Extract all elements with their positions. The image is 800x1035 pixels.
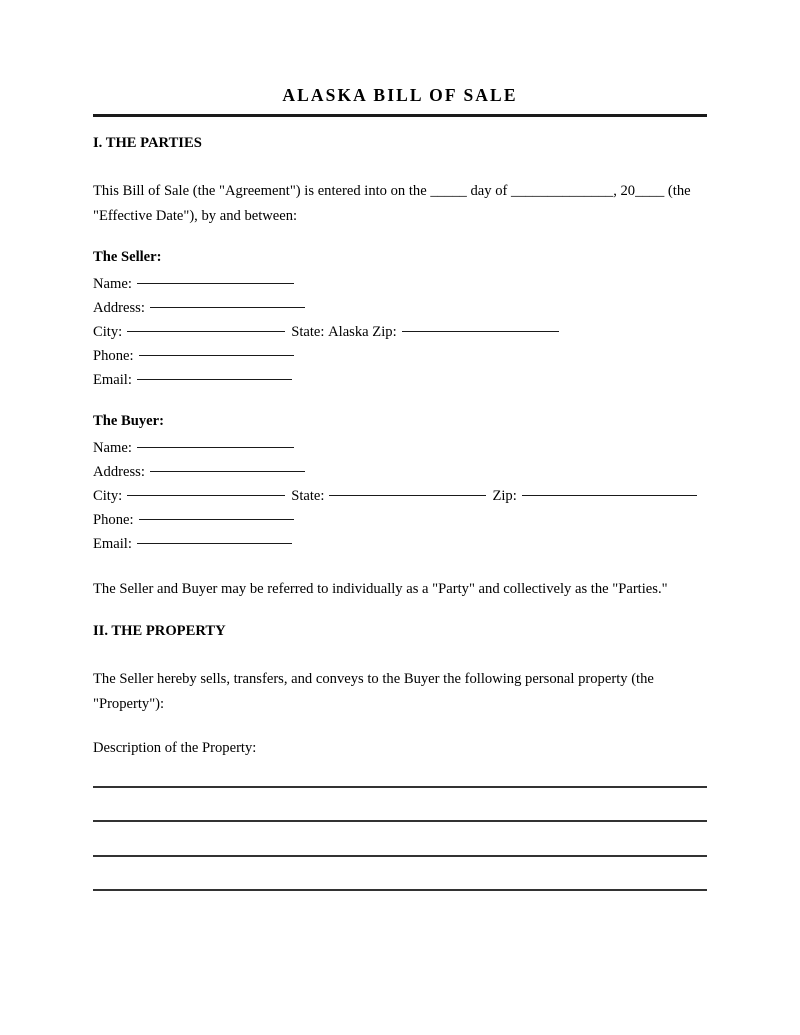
buyer-city-label: City: — [93, 488, 123, 504]
buyer-zip-input[interactable] — [522, 495, 697, 496]
property-description-line[interactable] — [93, 786, 707, 788]
seller-city-label: City: — [93, 324, 123, 340]
blank-year-field[interactable]: ____ — [635, 183, 665, 199]
buyer-zip-label: Zip: — [492, 488, 517, 504]
seller-email-label: Email: — [93, 372, 132, 388]
paragraph-parties-note: The Seller and Buyer may be referred to individually as a "Party" and collectively as the "Parties." — [93, 581, 668, 597]
seller-zip-label: Zip: — [372, 324, 397, 340]
intro-text-mid: day of — [466, 183, 512, 199]
seller-address-input[interactable] — [150, 307, 305, 308]
buyer-address-label: Address: — [93, 464, 145, 480]
seller-zip-input[interactable] — [402, 331, 559, 332]
buyer-phone-label: Phone: — [93, 512, 134, 528]
seller-email-row — [93, 368, 707, 392]
seller-state-label: State: — [291, 324, 325, 340]
section-heading-property: II. THE PROPERTY — [93, 623, 226, 639]
seller-name-row — [93, 272, 707, 296]
seller-city-state-zip-row — [93, 320, 707, 344]
seller-heading: The Seller: — [93, 249, 162, 265]
property-description-line[interactable] — [93, 820, 707, 822]
buyer-phone-row — [93, 508, 707, 532]
seller-block — [93, 248, 707, 392]
seller-email-input[interactable] — [137, 379, 292, 380]
intro-text-after: (the "Effective Date"), by and between: — [93, 183, 691, 224]
seller-city-input[interactable] — [127, 331, 285, 332]
paragraph-conveyance: The Seller hereby sells, transfers, and conveys to the Buyer the following personal property (the "Property"): — [93, 671, 654, 712]
buyer-state-input[interactable] — [329, 495, 486, 496]
seller-name-label: Name: — [93, 276, 132, 292]
buyer-email-input[interactable] — [137, 543, 292, 544]
buyer-city-state-zip-row — [93, 484, 707, 508]
paragraph-agreement-intro — [93, 179, 707, 229]
intro-text-year-prefix: , 20 — [613, 183, 636, 199]
buyer-name-label: Name: — [93, 440, 132, 456]
buyer-heading: The Buyer: — [93, 413, 164, 429]
buyer-block — [93, 412, 707, 556]
buyer-name-input[interactable] — [137, 447, 294, 448]
buyer-state-label: State: — [291, 488, 325, 504]
title-divider — [93, 114, 707, 117]
property-description-line[interactable] — [93, 889, 707, 891]
seller-phone-row — [93, 344, 707, 368]
seller-phone-input[interactable] — [139, 355, 294, 356]
buyer-address-row — [93, 460, 707, 484]
seller-state-value: Alaska — [328, 324, 369, 340]
buyer-address-input[interactable] — [150, 471, 305, 472]
buyer-phone-input[interactable] — [139, 519, 294, 520]
buyer-email-row — [93, 532, 707, 556]
page-title: ALASKA BILL OF SALE — [282, 85, 518, 105]
blank-month-field[interactable]: ______________ — [511, 183, 614, 199]
buyer-city-input[interactable] — [127, 495, 285, 496]
intro-text-before-day: This Bill of Sale (the "Agreement") is entered into on the — [93, 183, 431, 199]
seller-phone-label: Phone: — [93, 348, 134, 364]
seller-address-row — [93, 296, 707, 320]
blank-day-field[interactable]: _____ — [430, 183, 467, 199]
seller-address-label: Address: — [93, 300, 145, 316]
section-heading-parties: I. THE PARTIES — [93, 135, 202, 151]
property-description-label: Description of the Property: — [93, 740, 257, 756]
property-description-line[interactable] — [93, 855, 707, 857]
seller-name-input[interactable] — [137, 283, 294, 284]
buyer-name-row — [93, 436, 707, 460]
buyer-email-label: Email: — [93, 536, 132, 552]
